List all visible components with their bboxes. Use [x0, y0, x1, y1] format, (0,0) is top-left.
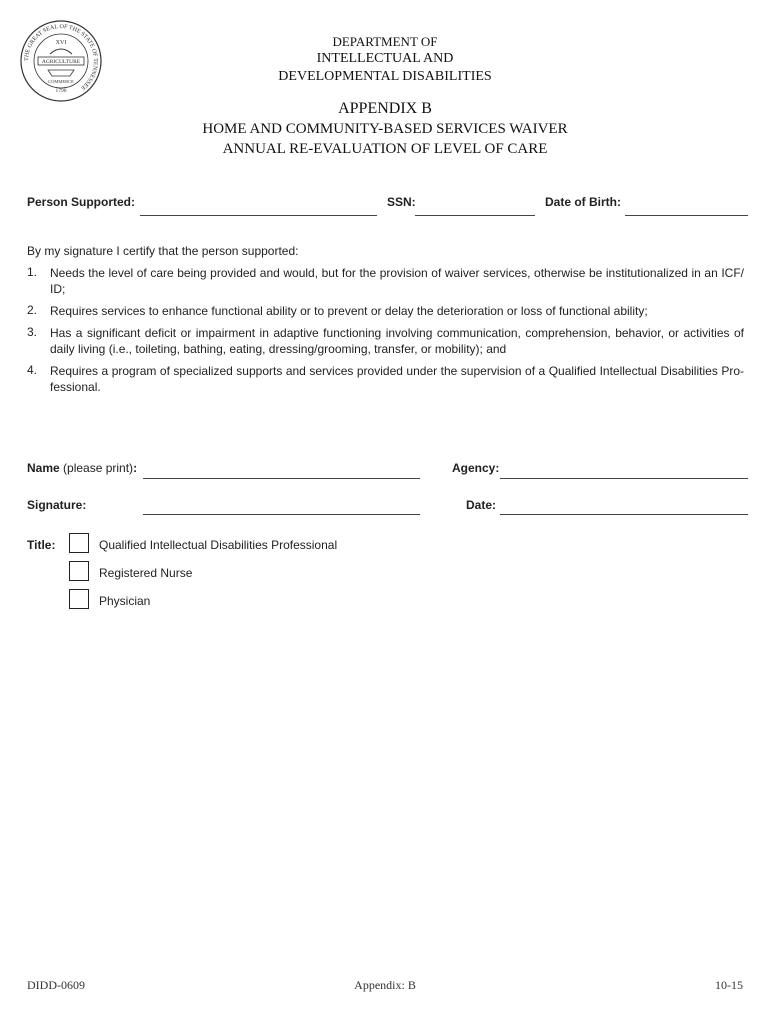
footer-center: Appendix: B [354, 978, 416, 992]
certify-item: Requires services to enhance functional ability or to prevent or delay the deterioration or loss of functional ability; [50, 304, 648, 318]
form-number: DIDD-0609 [27, 978, 85, 992]
department-name-line2: DEVELOPMENTAL DISABILITIES [278, 69, 492, 84]
date-of-birth-label: Date of Birth: [545, 195, 621, 209]
certify-item: Needs the level of care being provided and would, but for the provision of waiver services, otherwise be institutionalized in an ICF/ ID; [50, 266, 744, 296]
item-number: 1. [27, 265, 38, 279]
signature-field[interactable] [143, 514, 420, 515]
seal-ring-text: THE GREAT SEAL OF THE STATE OF TENNESSEE [23, 23, 99, 91]
title-label: Title: [27, 538, 56, 552]
name-label-text: Name [27, 461, 60, 475]
item-number: 2. [27, 303, 38, 317]
seal-roman: XVI [55, 40, 67, 46]
certify-item: Requires a program of specialized supports and services provided under the supervision of a Qualified Intellectual Disabilities Pro- fessional. [50, 364, 744, 394]
seal-band-top: AGRICULTURE [41, 59, 81, 65]
person-supported-label: Person Supported: [27, 195, 136, 209]
qidp-checkbox[interactable] [69, 533, 89, 553]
ssn-label: SSN: [387, 195, 416, 209]
agency-label: Agency: [452, 461, 500, 475]
form-version: 10-15 [715, 978, 743, 992]
name-field[interactable] [143, 478, 420, 479]
appendix-title: APPENDIX B [338, 100, 432, 117]
certify-intro: By my signature I certify that the person supported: [27, 244, 299, 258]
ssn-field[interactable] [415, 215, 535, 216]
name-label [27, 461, 137, 475]
form-title-line1: HOME AND COMMUNITY-BASED SERVICES WAIVER [202, 121, 568, 137]
agency-field[interactable] [500, 478, 748, 479]
signature-label: Signature: [27, 498, 87, 512]
registered-nurse-option-label: Registered Nurse [99, 566, 193, 580]
department-name-line1: INTELLECTUAL AND [316, 51, 454, 66]
registered-nurse-checkbox[interactable] [69, 561, 89, 581]
seal-year: 1796 [55, 88, 67, 94]
department-heading: DEPARTMENT OF [332, 34, 438, 49]
date-of-birth-field[interactable] [625, 215, 748, 216]
certify-item: Has a significant deficit or impairment in adaptive functioning involving communication, comprehension, behavior, or activities of daily living (i.e., toileting, bathing, eating, dressing/grooming, transfer, or mobility); and [50, 326, 744, 356]
name-hint: (please print) [59, 461, 134, 475]
date-label: Date: [466, 498, 497, 512]
seal-band-bottom: COMMERCE [48, 79, 74, 84]
qidp-option-label: Qualified Intellectual Disabilities Professional [99, 538, 338, 552]
item-number: 3. [27, 325, 38, 339]
item-number: 4. [27, 363, 38, 377]
physician-checkbox[interactable] [69, 589, 89, 609]
date-field[interactable] [500, 514, 748, 515]
physician-option-label: Physician [99, 594, 151, 608]
person-supported-field[interactable] [140, 215, 377, 216]
name-colon: : [133, 461, 138, 475]
form-title-line2: ANNUAL RE-EVALUATION OF LEVEL OF CARE [222, 141, 548, 157]
